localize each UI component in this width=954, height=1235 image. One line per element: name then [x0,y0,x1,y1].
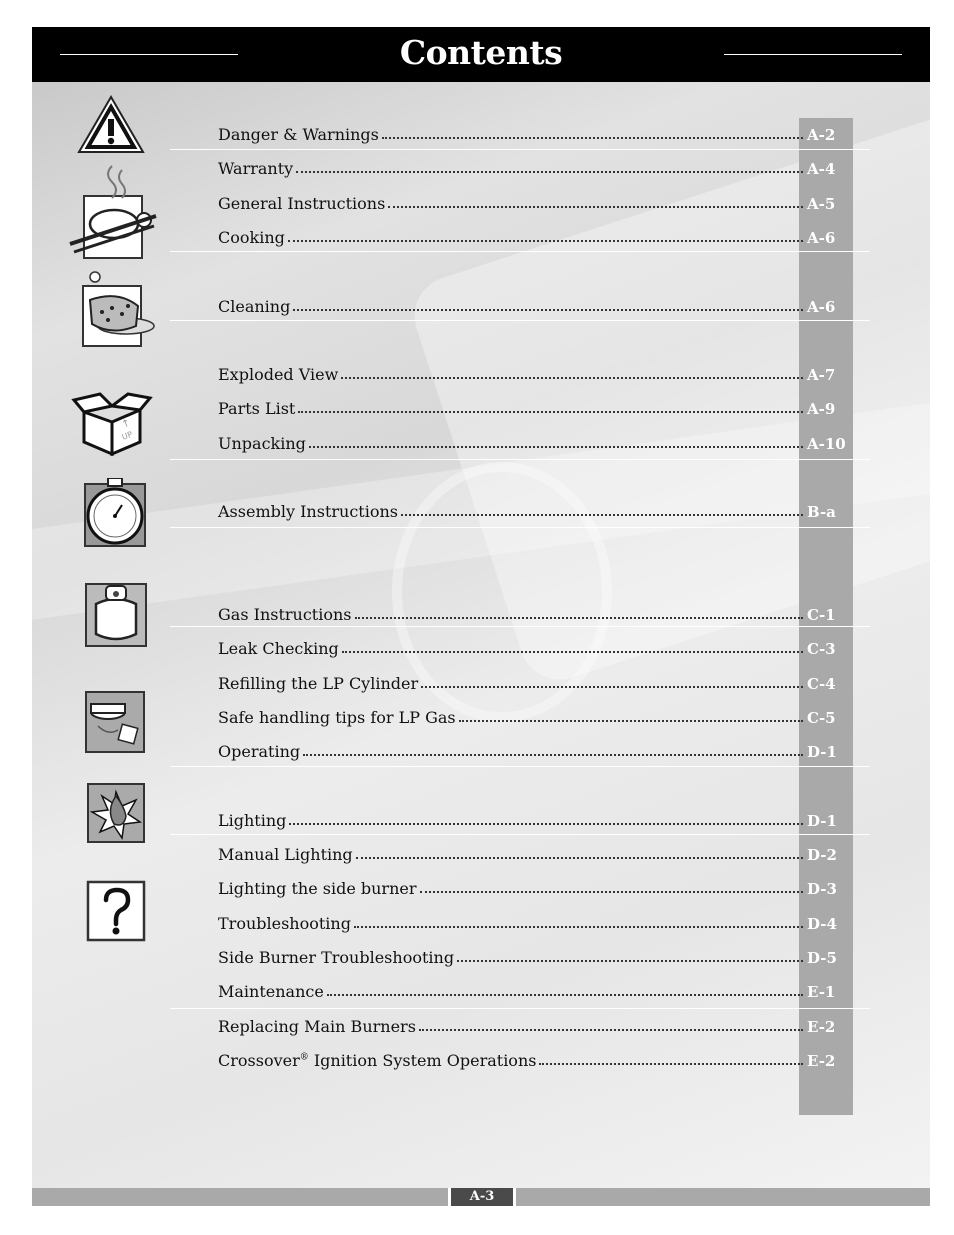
toc-entry-danger-warnings[interactable]: Danger & Warnings [218,120,805,144]
toc-entry-safe-handling-tips[interactable]: Safe handling tips for LP Gas [218,703,805,727]
toc-entry-crossover-ignition[interactable]: Crossover® Ignition System Operations [218,1046,805,1070]
question-mark-icon [86,880,148,942]
toc-page-number: E-2 [807,1052,836,1070]
section-divider [170,626,870,627]
toc-page-number: B-a [807,503,836,521]
warning-triangle-icon [76,94,146,156]
toc-page-number: C-1 [807,606,836,624]
toc-page-number: D-2 [807,846,837,864]
toc-entry-refilling-lp-cylinder[interactable]: Refilling the LP Cylinder [218,669,805,693]
toc-entry-operating[interactable]: Operating [218,737,805,761]
toc-page-number: A-9 [807,400,836,418]
header-rule-right [724,54,902,55]
sponge-icon [76,270,160,350]
toc-page-number: A-10 [807,435,846,453]
page-title: Contents [399,33,563,72]
rotisserie-chicken-icon [68,162,160,260]
toc-entry-troubleshooting[interactable]: Troubleshooting [218,909,805,933]
footer-page-number: A-3 [448,1188,516,1206]
toc-page-number: A-5 [807,195,836,213]
valve-knob-icon [84,690,146,754]
toc-page-number: D-3 [807,880,837,898]
toc-page-number: D-1 [807,812,837,830]
toc-page-number: A-4 [807,160,836,178]
box-arrow-glyph: ↑ [120,417,132,431]
toc-page-number: E-1 [807,983,836,1001]
toc-page-number: C-3 [807,640,836,658]
toc-entry-unpacking[interactable]: Unpacking [218,429,805,453]
toc-entry-manual-lighting[interactable]: Manual Lighting [218,840,805,864]
open-box-icon [70,390,154,458]
toc-entry-cooking[interactable]: Cooking [218,223,805,247]
toc-entry-assembly-instructions[interactable]: Assembly Instructions [218,497,805,521]
toc-entry-lighting-side-burner[interactable]: Lighting the side burner [218,874,805,898]
toc-page-number: A-6 [807,229,836,247]
toc-entry-replacing-main-burners[interactable]: Replacing Main Burners [218,1012,805,1036]
toc-entry-side-burner-troubleshooting[interactable]: Side Burner Troubleshooting [218,943,805,967]
toc-entry-leak-checking[interactable]: Leak Checking [218,634,805,658]
toc-entry-parts-list[interactable]: Parts List [218,394,805,418]
page-footer [32,1188,930,1206]
propane-tank-icon [84,582,148,648]
toc-page-number: A-6 [807,298,836,316]
toc-entry-exploded-view[interactable]: Exploded View [218,360,805,384]
toc-page-number: A-7 [807,366,836,384]
stopwatch-icon [82,478,148,548]
box-up-label: UP [120,429,134,442]
section-divider [170,1008,870,1009]
flame-icon [86,782,146,844]
toc-page-number: D-5 [807,949,837,967]
toc-page-number: E-2 [807,1018,836,1036]
section-divider [170,459,870,460]
page-header [32,27,930,82]
section-divider [170,251,870,252]
toc-page-number: C-5 [807,709,836,727]
toc-entry-warranty[interactable]: Warranty [218,154,805,178]
section-divider [170,149,870,150]
toc-page-number: C-4 [807,675,836,693]
section-divider [170,320,870,321]
toc-page-number: D-4 [807,915,837,933]
section-divider [170,527,870,528]
section-divider [170,834,870,835]
toc-entry-general-instructions[interactable]: General Instructions [218,189,805,213]
toc-entry-gas-instructions[interactable]: Gas Instructions [218,600,805,624]
toc-entry-cleaning[interactable]: Cleaning [218,292,805,316]
toc-page-number: D-1 [807,743,837,761]
toc-page-number: A-2 [807,126,836,144]
section-divider [170,766,870,767]
toc-entry-maintenance[interactable]: Maintenance [218,977,805,1001]
toc-entry-lighting[interactable]: Lighting [218,806,805,830]
